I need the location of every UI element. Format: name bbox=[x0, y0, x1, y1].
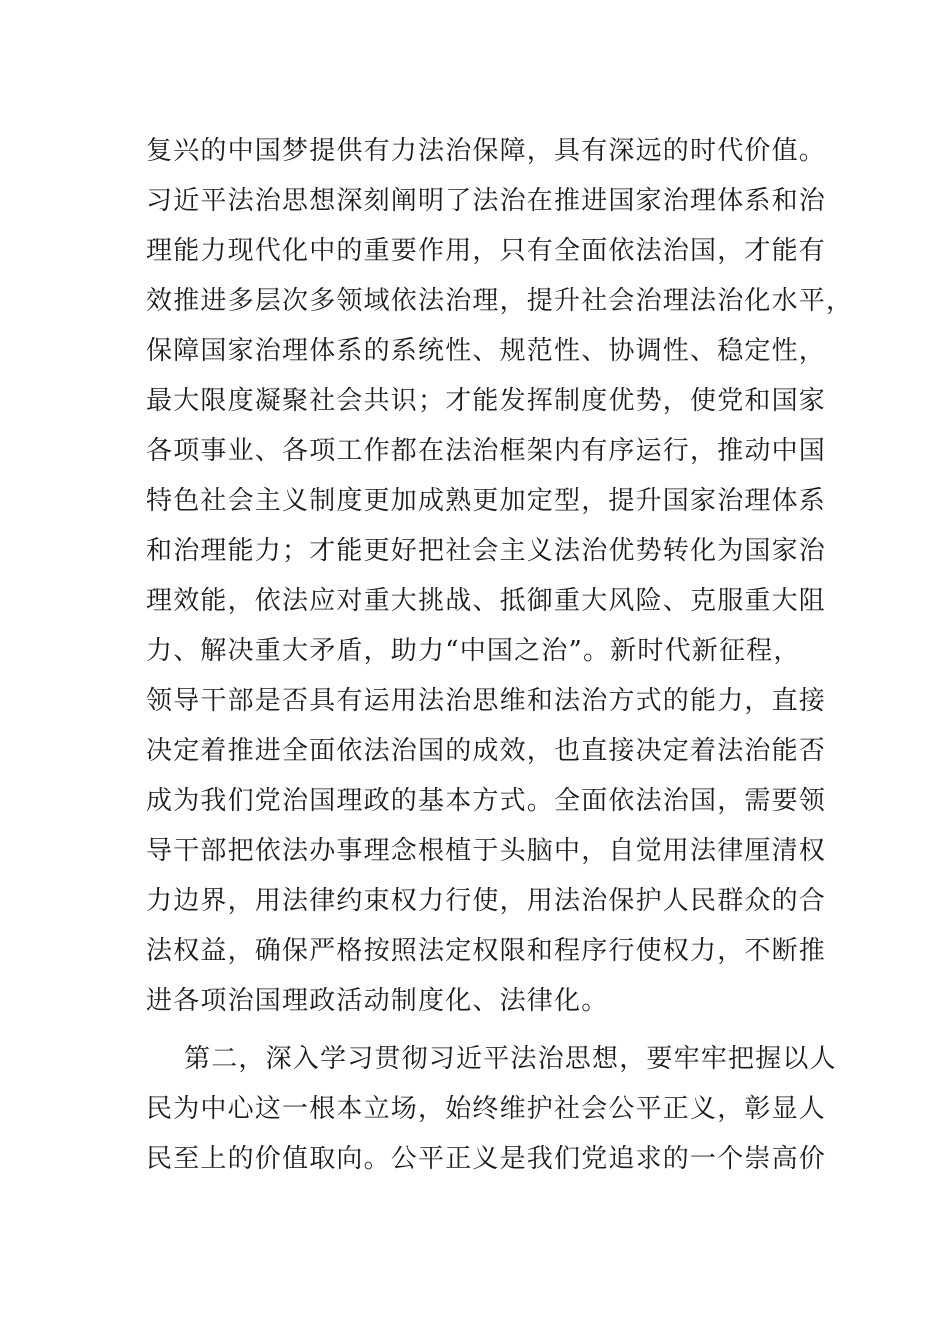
text-line: 决定着推进全面依法治国的成效，也直接决定着法治能否 bbox=[146, 736, 827, 766]
text-line: 复兴的中国梦提供有力法治保障，具有深远的时代价值。 bbox=[146, 136, 827, 166]
text-line: 特色社会主义制度更加成熟更加定型，提升国家治理体系 bbox=[146, 486, 827, 516]
text-line: 和治理能力；才能更好把社会主义法治优势转化为国家治 bbox=[146, 536, 827, 566]
text-line: 力、解决重大矛盾，助力“中国之治”。新时代新征程， bbox=[146, 636, 801, 666]
text-line: 导干部把依法办事理念根植于头脑中，自觉用法律厘清权 bbox=[146, 836, 827, 866]
text-line: 效推进多层次多领域依法治理，提升社会治理法治化水平， bbox=[146, 286, 854, 316]
text-line: 法权益，确保严格按照法定权限和程序行使权力，不断推 bbox=[146, 936, 827, 966]
text-line: 民为中心这一根本立场，始终维护社会公平正义，彰显人 bbox=[146, 1094, 827, 1124]
text-line: 理能力现代化中的重要作用，只有全面依法治国，才能有 bbox=[146, 236, 827, 266]
text-line: 民至上的价值取向。公平正义是我们党追求的一个崇高价 bbox=[146, 1144, 827, 1174]
paragraph-2 bbox=[146, 1034, 837, 1184]
text-line: 保障国家治理体系的系统性、规范性、协调性、稳定性， bbox=[146, 336, 827, 366]
text-line: 习近平法治思想深刻阐明了法治在推进国家治理体系和治 bbox=[146, 186, 827, 216]
text-line: 进各项治国理政活动制度化、法律化。 bbox=[146, 986, 609, 1016]
text-line: 力边界，用法律约束权力行使，用法治保护人民群众的合 bbox=[146, 886, 827, 916]
text-line: 理效能，依法应对重大挑战、抵御重大风险、克服重大阻 bbox=[146, 586, 827, 616]
text-line: 成为我们党治国理政的基本方式。全面依法治国，需要领 bbox=[146, 786, 827, 816]
text-line: 领导干部是否具有运用法治思维和法治方式的能力，直接 bbox=[146, 686, 827, 716]
paragraph-1 bbox=[146, 126, 854, 1026]
text-line: 第二，深入学习贯彻习近平法治思想，要牢牢把握以人 bbox=[184, 1044, 837, 1074]
text-line: 各项事业、各项工作都在法治框架内有序运行，推动中国 bbox=[146, 436, 827, 466]
text-line: 最大限度凝聚社会共识；才能发挥制度优势，使党和国家 bbox=[146, 386, 827, 416]
